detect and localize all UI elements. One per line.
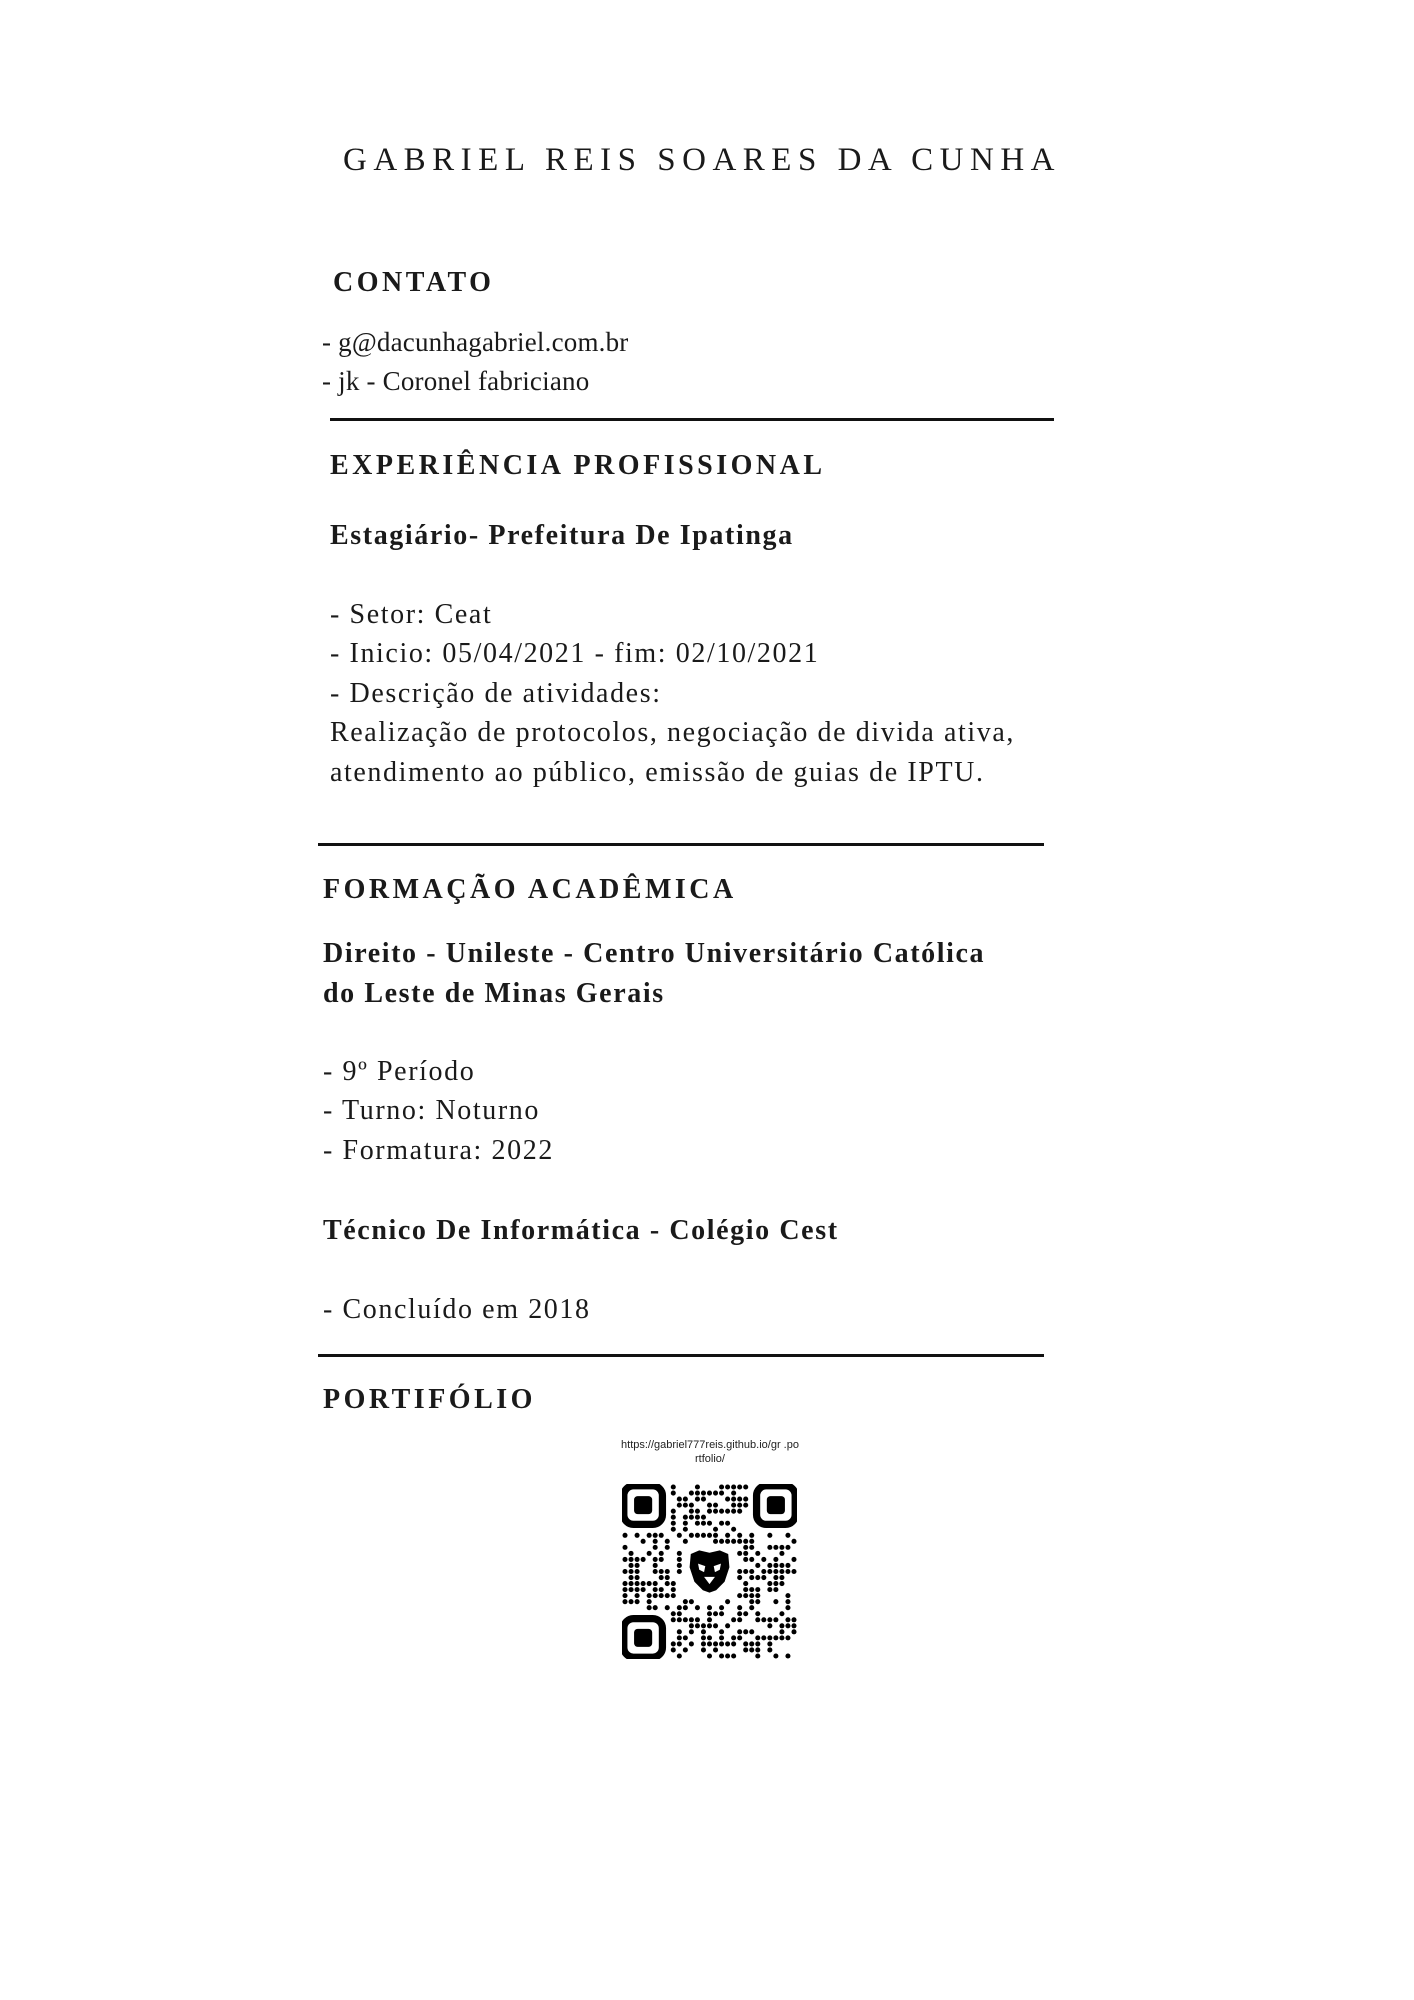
section-divider xyxy=(330,418,1054,421)
section-divider xyxy=(318,843,1044,846)
qr-finder-pattern xyxy=(624,1486,663,1525)
qr-finder-pattern xyxy=(624,1619,663,1658)
job-dates: - Inicio: 05/04/2021 - fim: 02/10/2021 xyxy=(330,638,820,669)
section-divider xyxy=(318,1354,1044,1357)
contact-heading: CONTATO xyxy=(333,267,495,298)
education-heading: FORMAÇÃO ACADÊMICA xyxy=(323,874,737,905)
experience-heading: EXPERIÊNCIA PROFISSIONAL xyxy=(330,450,826,481)
lion-icon xyxy=(685,1547,733,1595)
job-sector: - Setor: Ceat xyxy=(330,599,493,630)
candidate-name: GABRIEL REIS SOARES DA CUNHA xyxy=(343,142,1061,178)
contact-address: - jk - Coronel fabriciano xyxy=(322,366,590,396)
degree-period: - 9º Período xyxy=(323,1056,476,1087)
job-title: Estagiário- Prefeitura De Ipatinga xyxy=(330,520,794,551)
job-description-label: - Descrição de atividades: xyxy=(330,678,662,709)
portfolio-heading: PORTIFÓLIO xyxy=(323,1384,536,1415)
degree-title: Direito - Unileste - Centro Universitário Católica xyxy=(323,938,986,969)
degree-title: do Leste de Minas Gerais xyxy=(323,978,665,1009)
degree-completion: - Concluído em 2018 xyxy=(323,1294,591,1325)
job-description-line: atendimento ao público, emissão de guias de IPTU. xyxy=(330,757,985,788)
degree-shift: - Turno: Noturno xyxy=(323,1095,540,1126)
degree-graduation: - Formatura: 2022 xyxy=(323,1135,554,1166)
portfolio-url: https://gabriel777reis.github.io/gr .portfolio/ xyxy=(621,1439,799,1465)
job-description-line: Realização de protocolos, negociação de divida ativa, xyxy=(330,717,1015,748)
portfolio-qr-code[interactable] xyxy=(622,1484,797,1659)
qr-finder-pattern xyxy=(757,1486,796,1525)
contact-email: - g@dacunhagabriel.com.br xyxy=(322,327,629,357)
degree-title: Técnico De Informática - Colégio Cest xyxy=(323,1215,839,1246)
